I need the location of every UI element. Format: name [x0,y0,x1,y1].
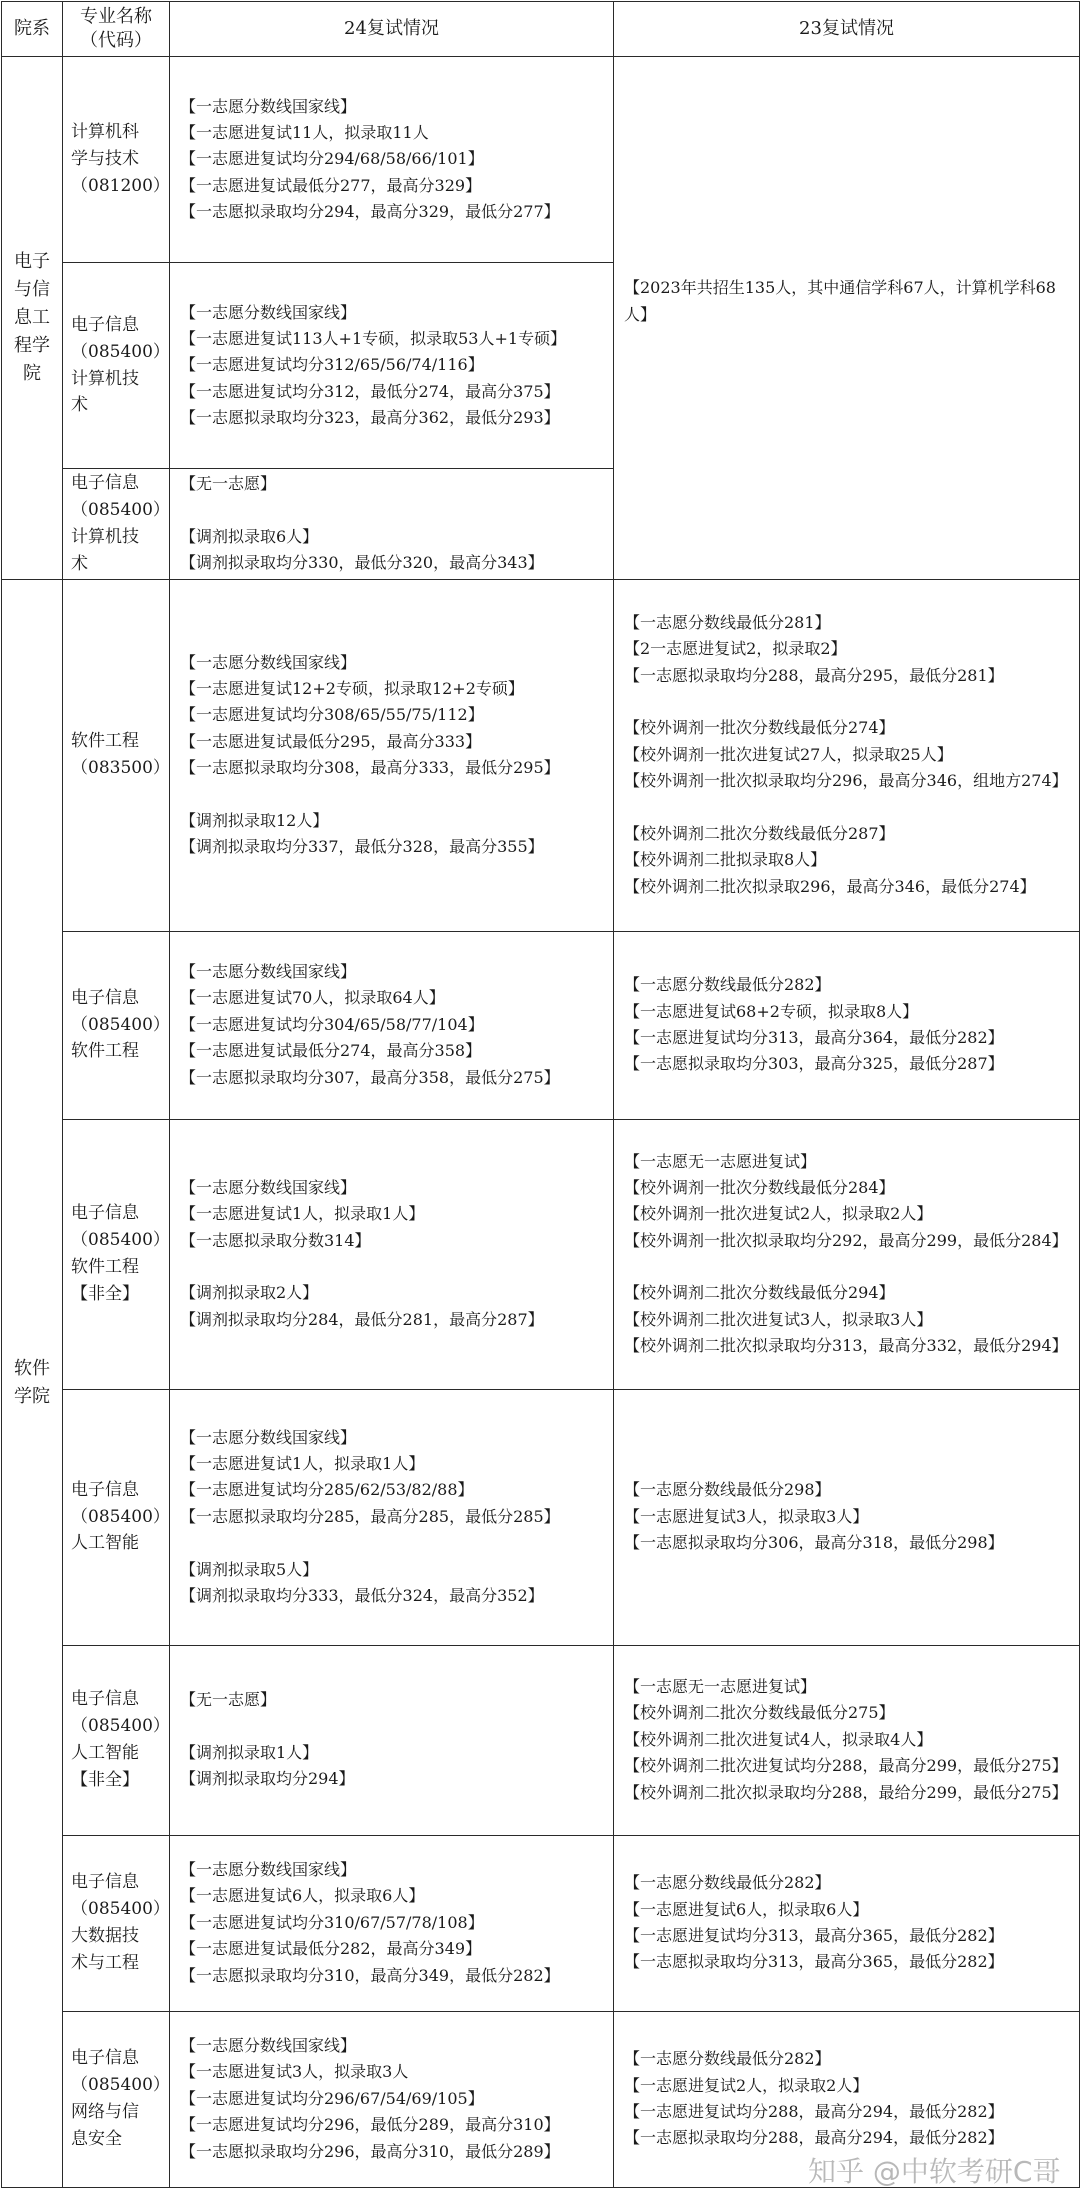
info-line: 【一志愿拟录取均分313，最高分365，最低分282】 [624,1952,1004,1972]
info-line: 【一志愿进复试均分312/65/56/74/116】 [180,355,484,375]
info-line: 【一志愿进复试3人，拟录取3人 [180,2062,409,2082]
info-line: 【一志愿进复试1人，拟录取1人】 [180,1454,425,1474]
major-cell: 电子信息 （085400） 人工智能 [63,1389,170,1645]
y23-cell [614,1835,1080,2011]
major-cell: 电子信息 （085400） 网络与信 息安全 [63,2011,170,2187]
info-line: 【一志愿进复试均分304/65/58/77/104】 [180,1014,484,1034]
info-line: 【一志愿拟录取均分288，最高分294，最低分282】 [624,2128,1004,2148]
info-line: 【一志愿分数线最低分281】 [624,612,831,632]
info-line: 【一志愿进复试2人，拟录取2人】 [624,2075,869,2095]
info-line: 【一志愿进复试均分313，最高分364，最低分282】 [624,1028,1004,1048]
info-line: 【一志愿分数线国家线】 [180,96,357,116]
info-line: 【一志愿无一志愿进复试】 [624,1151,817,1171]
info-line: 【调剂拟录取均分294】 [180,1769,355,1789]
info-line: 【校外调剂一批次分数线最低分274】 [624,718,895,738]
major-cell: 电子信息 （085400） 人工智能 【非全】 [63,1645,170,1835]
major-cell: 电子信息 （085400） 计算机技 术 [63,469,170,580]
y24-cell [170,1835,614,2011]
info-line: 【校外调剂二批次进复试3人，拟录取3人】 [624,1309,933,1329]
info-line: 【调剂拟录取均分330，最低分320，最高分343】 [180,553,544,573]
info-line: 【一志愿进复试1人，拟录取1人】 [180,1204,425,1224]
info-line: 【一志愿进复试均分294/68/58/66/101】 [180,149,484,169]
info-line: 【一志愿进复试均分308/65/55/75/112】 [180,705,484,725]
major-cell: 电子信息 （085400） 计算机技 术 [63,263,170,469]
info-line: 【一志愿进复试均分296，最低分289，最高分310】 [180,2115,560,2135]
info-line: 【调剂拟录取均分284，最低分281，最高分287】 [180,1309,544,1329]
header-2023: 23复试情况 [614,2,1080,57]
y24-cell [170,579,614,931]
info-line [180,1530,607,1556]
info-line: 【一志愿拟录取均分303，最高分325，最低分287】 [624,1054,1004,1074]
info-line: 【一志愿拟录取分数314】 [180,1230,371,1250]
info-line: 【一志愿分数线国家线】 [180,652,357,672]
table-row [2,1645,1080,1835]
dept-ee: 电子与信息工程学院 [14,251,50,384]
info-line: 【校外调剂一批次拟录取均分296，最高分346，组地方274】 [624,771,1068,791]
info-line: 【无一志愿】 [180,474,277,493]
table-row [2,1389,1080,1645]
y23-cell [614,1119,1080,1389]
table-row [2,579,1080,931]
info-line: 【无一志愿】 [180,1690,277,1710]
y24-cell [170,469,614,580]
major-cell: 电子信息 （085400） 大数据技 术与工程 [63,1835,170,2011]
info-line: 【一志愿拟录取均分294，最高分329，最低分277】 [180,202,560,222]
info-line: 【一志愿进复试均分296/67/54/69/105】 [180,2088,484,2108]
info-line [180,781,607,807]
info-line: 【一志愿进复试均分310/67/57/78/108】 [180,1912,484,1932]
info-line: 【校外调剂二批次进复试均分288，最高分299，最低分275】 [624,1756,1068,1776]
y24-cell [170,1645,614,1835]
info-line: 【一志愿拟录取均分307，最高分358，最低分275】 [180,1067,560,1087]
info-line: 【一志愿进复试均分313，最高分365，最低分282】 [624,1926,1004,1946]
ee-23-cell [614,57,1080,580]
info-line: 【一志愿分数线国家线】 [180,2036,357,2056]
y24-cell [170,931,614,1119]
header-2024: 24复试情况 [170,2,614,57]
y24-cell [170,1389,614,1645]
info-line: 【一志愿进复试3人，拟录取3人】 [624,1506,869,1526]
info-line [180,497,607,523]
info-line: 【一志愿拟录取均分310，最高分349，最低分282】 [180,1965,560,1985]
info-line [180,1254,607,1280]
info-line: 【一志愿进复试均分285/62/53/82/88】 [180,1480,474,1500]
y24-cell [170,2011,614,2187]
info-line: 【一志愿进复试均分288，最高分294，最低分282】 [624,2102,1004,2122]
table-row [2,1835,1080,2011]
dept-sw-cell [2,579,63,2187]
info-line: 【一志愿分数线国家线】 [180,302,357,322]
info-line: 【一志愿分数线国家线】 [180,1860,357,1880]
y23-cell [614,1389,1080,1645]
major-cell: 电子信息 （085400） 软件工程 [63,931,170,1119]
info-line: 【一志愿进复试6人，拟录取6人】 [180,1886,425,1906]
table-row [2,57,1080,263]
major-cell: 软件工程 （083500） [63,579,170,931]
info-line: 【校外调剂二批次分数线最低分275】 [624,1703,895,1723]
header-dept: 院系 [2,2,63,57]
info-line: 【校外调剂二批拟录取8人】 [624,850,827,870]
info-line: 【调剂拟录取2人】 [180,1283,319,1303]
info-line: 【校外调剂一批次进复试2人，拟录取2人】 [624,1204,933,1224]
info-line: 【校外调剂二批次分数线最低分294】 [624,1283,895,1303]
info-line: 【一志愿进复试11人，拟录取11人 [180,122,429,142]
info-line: 【一志愿进复试68+2专硕，拟录取8人】 [624,1001,919,1021]
admissions-table [1,1,1080,2188]
info-line: 【一志愿拟录取均分288，最高分295，最低分281】 [624,665,1004,685]
info-line: 【校外调剂一批次进复试27人，拟录取25人】 [624,744,953,764]
info-line: 【一志愿分数线国家线】 [180,1177,357,1197]
info-line: 【调剂拟录取12人】 [180,810,329,830]
info-line: 【一志愿进复试113人+1专硕，拟录取53人+1专硕】 [180,328,567,348]
info-line: 【一志愿拟录取均分285，最高分285，最低分285】 [180,1506,560,1526]
info-line: 【调剂拟录取均分333，最低分324，最高分352】 [180,1586,544,1606]
info-line: 【一志愿拟录取均分308，最高分333，最低分295】 [180,758,560,778]
info-line: 【一志愿分数线国家线】 [180,1427,357,1447]
info-line: 【一志愿分数线最低分282】 [624,1873,831,1893]
info-line [624,689,1073,715]
zhihu-watermark: 知乎 @中软考研C哥 [808,2155,1061,2188]
info-line: 【一志愿拟录取均分306，最高分318，最低分298】 [624,1533,1004,1553]
info-line: 【一志愿进复试最低分274，最高分358】 [180,1041,482,1061]
y23-cell [614,931,1080,1119]
info-line: 【一志愿分数线最低分282】 [624,2049,831,2069]
info-line: 【校外调剂二批次分数线最低分287】 [624,824,895,844]
info-line: 【校外调剂一批次分数线最低分284】 [624,1177,895,1197]
info-line: 【一志愿分数线最低分282】 [624,975,831,995]
info-line: 【一志愿分数线最低分298】 [624,1480,831,1500]
info-line: 【一志愿进复试6人，拟录取6人】 [624,1899,869,1919]
info-line: 【一志愿进复试均分312，最低分274，最高分375】 [180,381,560,401]
info-line [624,795,1073,821]
info-line: 【调剂拟录取6人】 [180,526,319,546]
table-row [2,1119,1080,1389]
info-line: 【调剂拟录取均分337，最低分328，最高分355】 [180,837,544,857]
info-line: 【一志愿无一志愿进复试】 [624,1677,817,1697]
info-line: 【校外调剂一批次拟录取均分292，最高分299，最低分284】 [624,1230,1068,1250]
table-row [2,931,1080,1119]
info-line: 【一志愿拟录取均分296，最高分310，最低分289】 [180,2141,560,2161]
info-line [624,1254,1073,1280]
header-row [2,2,1080,57]
major-cell: 计算机科 学与技术 （081200） [63,57,170,263]
y24-cell [170,1119,614,1389]
info-line: 【校外调剂二批次拟录取均分288，最给分299，最低分275】 [624,1782,1068,1802]
y24-cell [170,263,614,469]
info-line: 【校外调剂二批次拟录取均分313，最高分332，最低分294】 [624,1336,1068,1356]
info-line: 【一志愿进复试最低分277，最高分329】 [180,175,482,195]
info-line: 【2一志愿进复试2，拟录取2】 [624,639,847,659]
info-line [180,1714,607,1740]
y23-cell [614,1645,1080,1835]
info-line: 【一志愿进复试最低分295，最高分333】 [180,731,482,751]
info-line: 【调剂拟录取5人】 [180,1559,319,1579]
y24-cell [170,57,614,263]
info-line: 【一志愿进复试12+2专硕，拟录取12+2专硕】 [180,678,524,698]
dept-ee-cell [2,57,63,580]
header-major: 专业名称 （代码） [63,2,170,57]
info-line: 【调剂拟录取1人】 [180,1743,319,1763]
info-line: 【一志愿拟录取均分323，最高分362，最低分293】 [180,408,560,428]
info-line: 【校外调剂二批次拟录取296，最高分346，最低分274】 [624,876,1036,896]
info-line: 【一志愿进复试70人，拟录取64人】 [180,988,445,1008]
info-line: 【一志愿进复试最低分282，最高分349】 [180,1939,482,1959]
info-line: 【2023年共招生135人，其中通信学科67人，计算机学科68人】 [624,278,1056,324]
info-line: 【校外调剂二批次进复试4人，拟录取4人】 [624,1729,933,1749]
y23-cell [614,579,1080,931]
major-cell: 电子信息 （085400） 软件工程 【非全】 [63,1119,170,1389]
info-line: 【一志愿分数线国家线】 [180,962,357,982]
dept-sw: 软件学院 [14,1358,50,1408]
